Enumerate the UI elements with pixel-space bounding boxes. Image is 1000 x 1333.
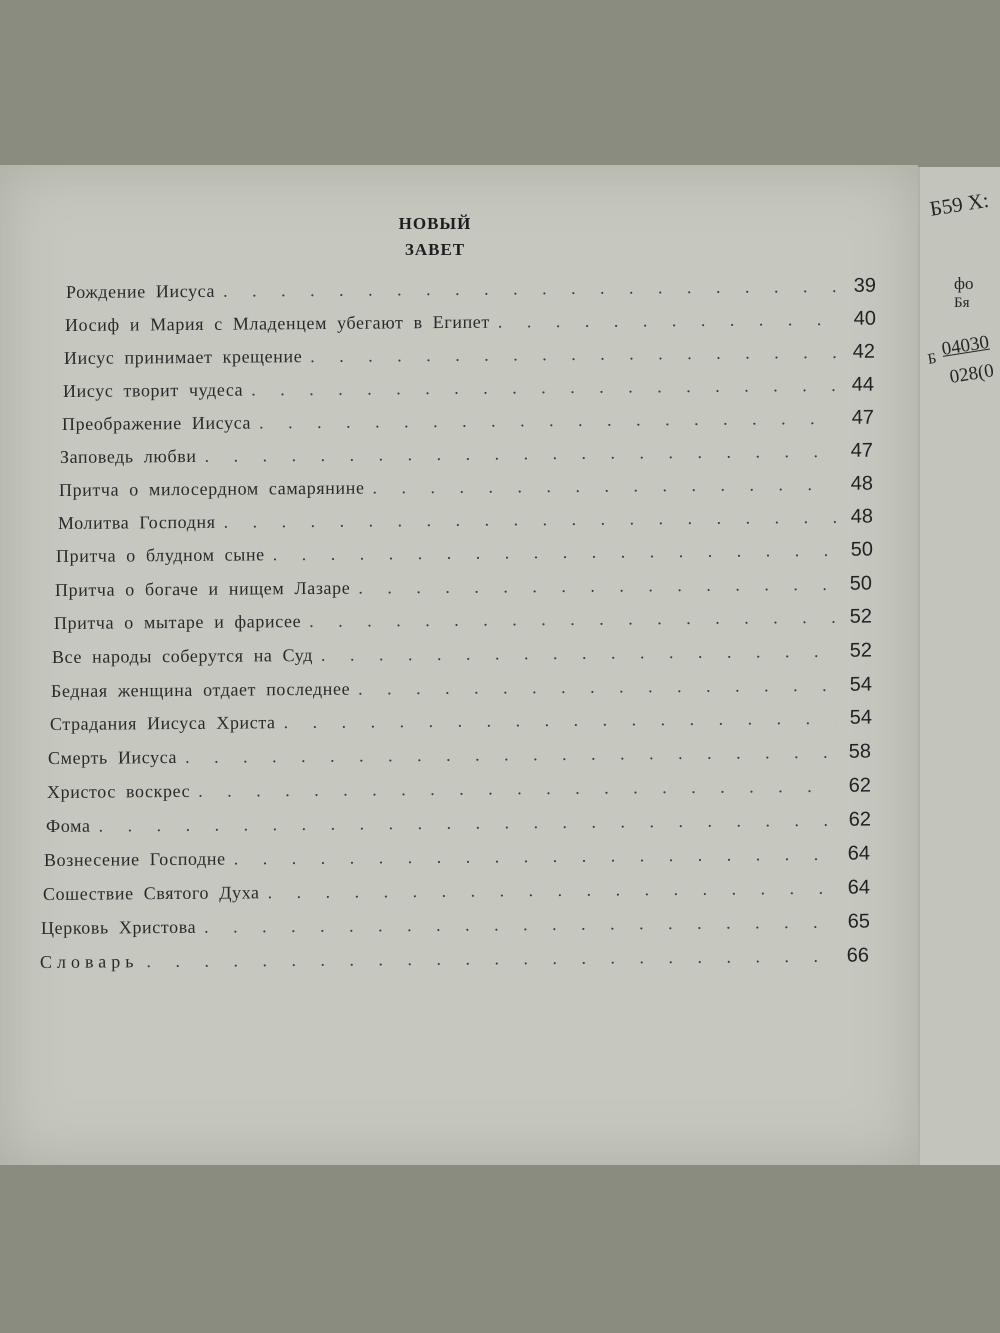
- toc-entry: [52, 640, 872, 672]
- toc-page-number: 64: [847, 842, 871, 865]
- section-heading: НОВЫЙ: [398, 214, 472, 233]
- toc-title: Фома: [45, 815, 91, 836]
- toc-page-number: 54: [849, 673, 873, 696]
- dot-leader: [350, 574, 836, 599]
- dot-leader: [364, 474, 837, 499]
- toc-entry: [55, 573, 872, 605]
- toc-page-number: 66: [846, 944, 870, 967]
- dot-leader: [215, 276, 840, 302]
- toc-title: Вознесение Господне: [43, 848, 226, 870]
- dot-leader: [196, 441, 837, 467]
- toc-page-number: 39: [853, 274, 877, 297]
- catalog-code: Б59 Х:: [928, 187, 991, 221]
- facing-text-fragment: Б: [926, 350, 938, 368]
- toc-title: Христос воскрес: [46, 780, 191, 802]
- facing-text-fragment: Бя: [954, 295, 970, 311]
- toc-page-number: 48: [850, 505, 874, 528]
- toc-page-number: 40: [853, 307, 877, 330]
- facing-text-fragment: 028(0: [948, 360, 996, 388]
- toc-entry: [58, 506, 873, 538]
- dot-leader: [216, 507, 838, 533]
- toc-title: Страдания Иисуса Христа: [49, 712, 276, 734]
- facing-page: [918, 167, 1000, 1165]
- toc-title: Преображение Иисуса: [61, 412, 252, 434]
- toc-title: Бедная женщина отдает последнее: [50, 678, 351, 701]
- toc-entry: [41, 910, 870, 943]
- dot-leader: [350, 675, 836, 700]
- toc-page-number: 62: [848, 808, 872, 831]
- dot-leader: [302, 342, 839, 367]
- dot-leader: [265, 540, 837, 565]
- facing-text-fragment: фо: [954, 274, 974, 293]
- dot-leader: [313, 641, 836, 666]
- toc-page-number: 52: [849, 605, 873, 628]
- toc-title: Притча о блудном сыне: [55, 544, 265, 566]
- toc-entry: [43, 877, 870, 909]
- dot-leader: [226, 844, 834, 870]
- toc-title: Заповедь любви: [59, 445, 197, 467]
- toc-entry: [44, 843, 870, 875]
- dot-leader: [90, 810, 835, 837]
- dot-leader: [177, 742, 835, 768]
- dot-leader: [301, 607, 836, 632]
- toc-title: Притча о мытаре и фарисее: [53, 611, 302, 633]
- dot-leader: [251, 408, 838, 434]
- toc-page-number: 42: [852, 340, 876, 363]
- toc-entry: [47, 775, 871, 807]
- toc-entry: [62, 407, 874, 439]
- toc-title: Иисус принимает крещение: [63, 346, 303, 368]
- toc-entry: [66, 275, 876, 307]
- toc-page-number: 50: [850, 538, 874, 561]
- toc-page-number: 48: [850, 472, 874, 495]
- toc-title: Рождение Иисуса: [65, 280, 216, 302]
- toc-entry: [54, 606, 872, 638]
- dot-leader: [276, 708, 837, 733]
- toc-entry: [51, 674, 872, 706]
- toc-title: Иосиф и Мария с Младенцем убегают в Египет: [64, 311, 490, 335]
- toc-page-number: 47: [851, 406, 875, 429]
- dot-leader: [260, 878, 835, 904]
- toc-title: Иисус творит чудеса: [62, 379, 244, 401]
- facing-text-fragment: 04030: [940, 331, 991, 360]
- toc-entry: [50, 707, 872, 739]
- toc-page-number: 62: [848, 774, 872, 797]
- toc-title: Притча о богаче и нищем Лазаре: [54, 577, 351, 600]
- dot-leader: [243, 375, 838, 401]
- toc-page-number: 52: [849, 639, 873, 662]
- toc-entry: [40, 944, 869, 977]
- toc-entry: [64, 341, 875, 373]
- toc-page-number: 44: [851, 373, 875, 396]
- toc-page-number: 47: [850, 439, 874, 462]
- toc-page-number: 64: [847, 876, 871, 899]
- dot-leader: [190, 776, 835, 802]
- toc-entry: [63, 374, 874, 406]
- toc-entry: [65, 308, 876, 340]
- dot-leader: [196, 912, 834, 938]
- toc-page-number: 65: [847, 910, 871, 933]
- toc-title: Все народы соберутся на Суд: [51, 644, 314, 667]
- toc-title: Сошествие Святого Духа: [42, 882, 260, 904]
- section-heading: ЗАВЕТ: [404, 240, 466, 259]
- toc-entry: [46, 809, 871, 841]
- toc-title: Словарь: [39, 951, 139, 972]
- toc-entry: [60, 440, 873, 472]
- toc-entry: [48, 741, 871, 773]
- toc-entry: [59, 473, 873, 505]
- toc-title: Молитва Господня: [57, 511, 216, 533]
- toc-entry: [56, 539, 873, 571]
- dot-leader: [490, 309, 840, 333]
- dot-leader: [138, 946, 833, 972]
- toc-page-number: 50: [849, 572, 873, 595]
- toc-page-number: 58: [848, 740, 872, 763]
- toc-title: Церковь Христова: [40, 916, 197, 938]
- toc-title: Притча о милосердном самарянине: [58, 477, 365, 500]
- toc-page-number: 54: [849, 706, 873, 729]
- toc-title: Смерть Иисуса: [47, 746, 178, 768]
